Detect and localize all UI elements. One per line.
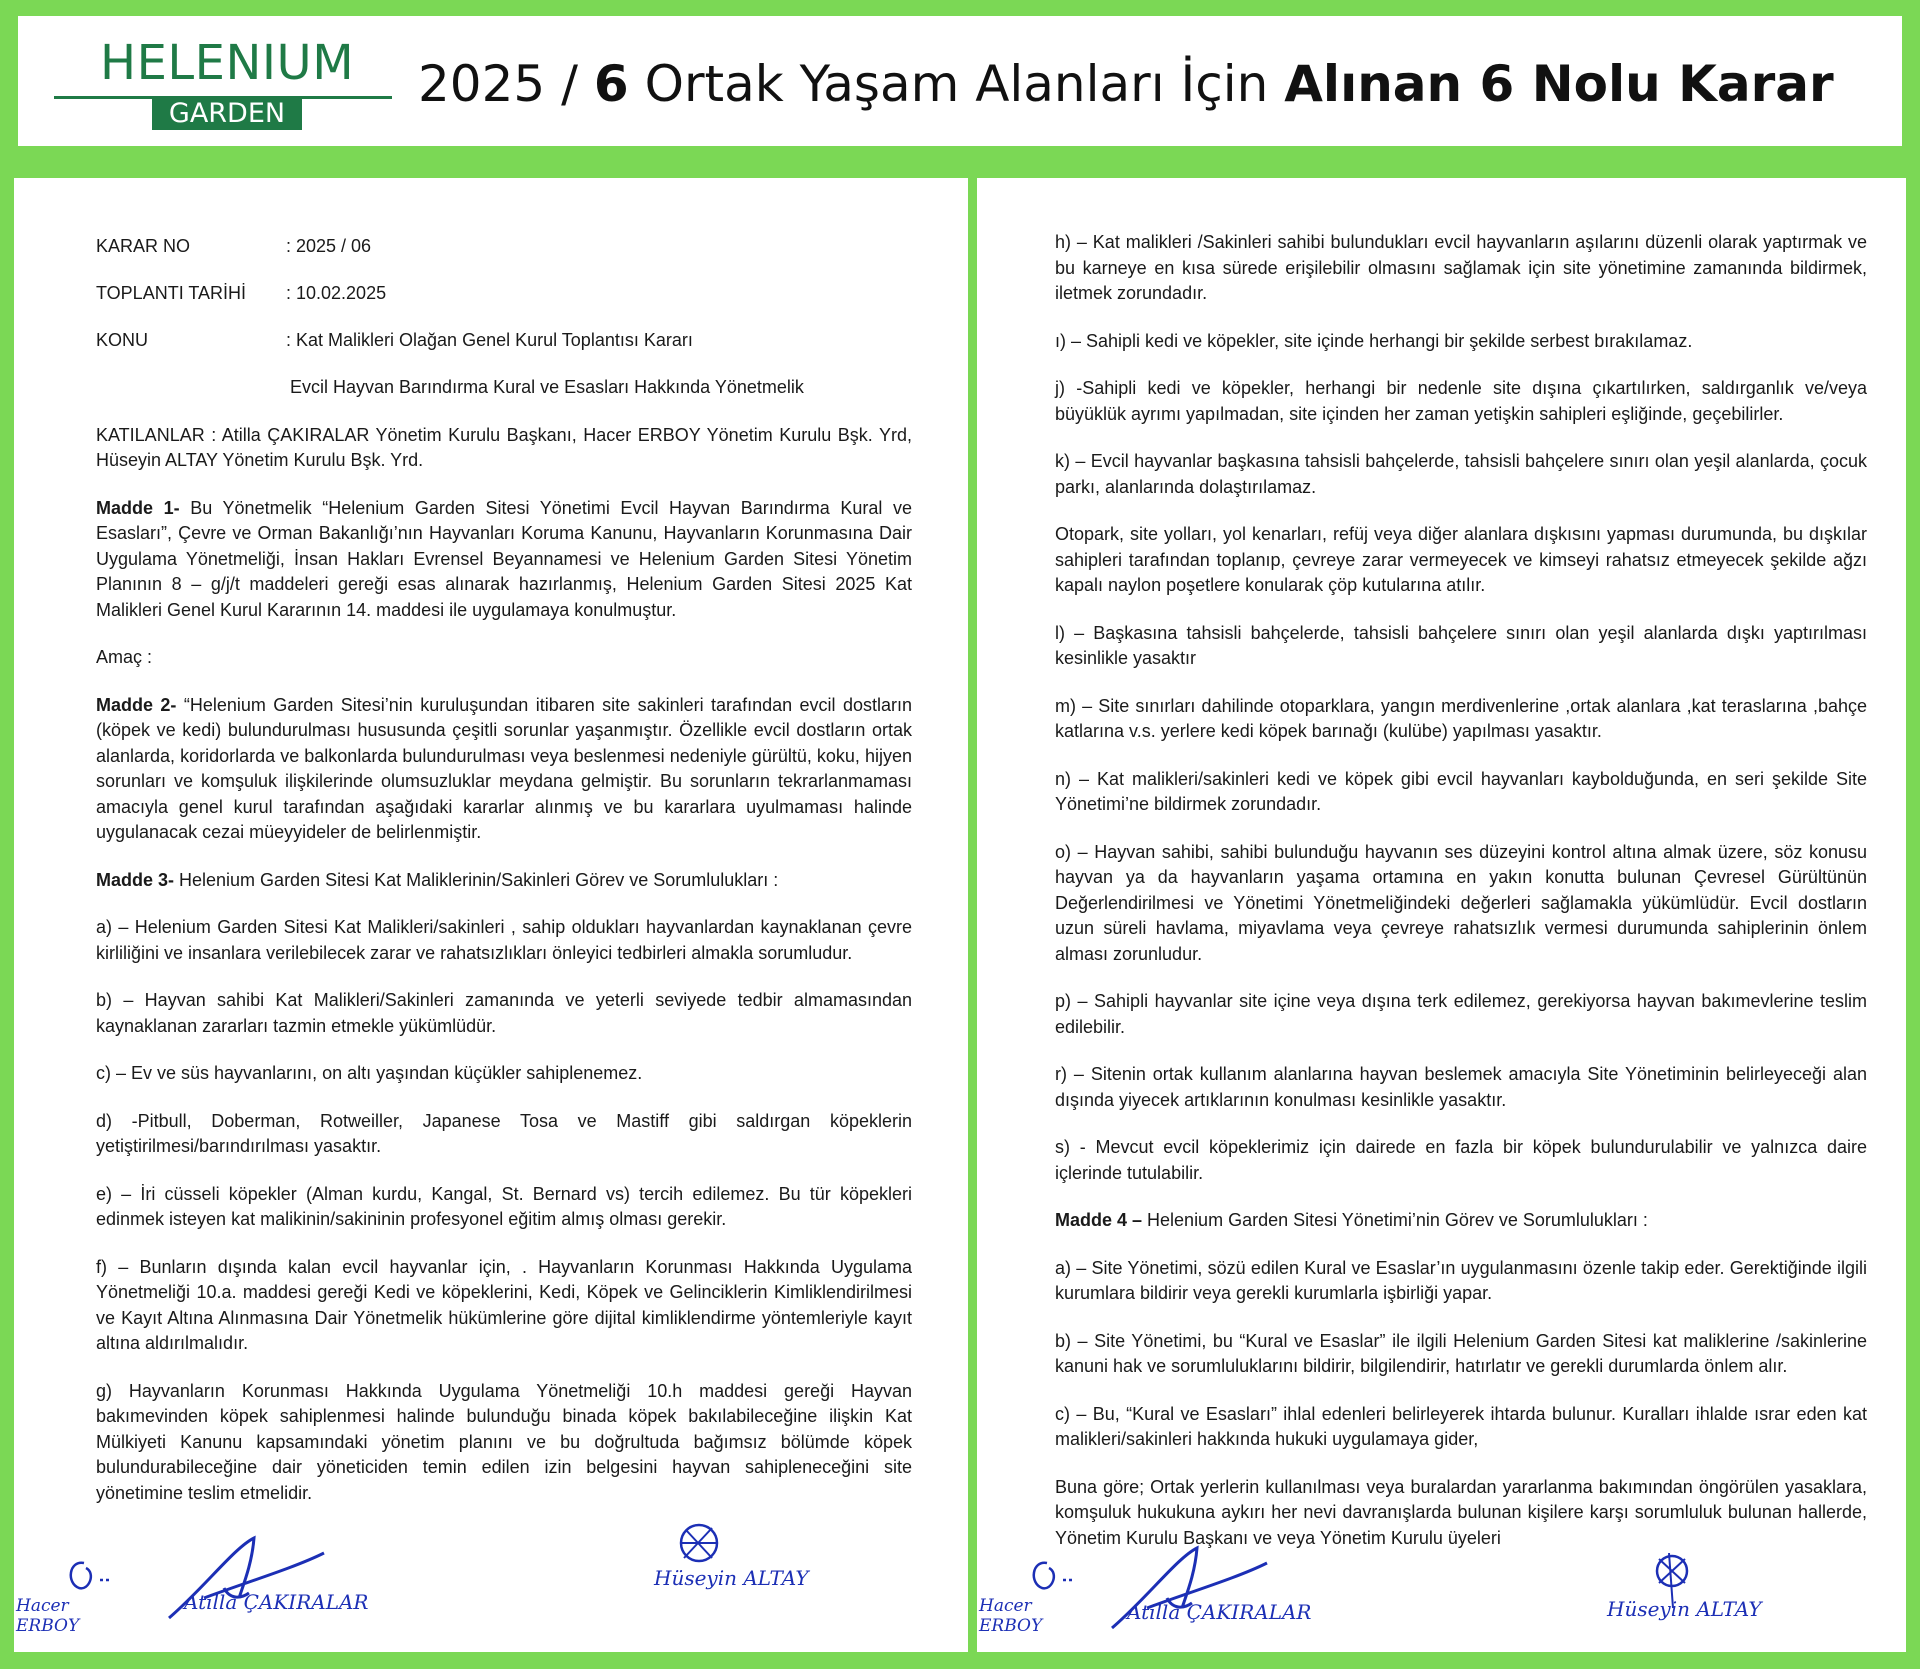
signature-cakiralar xyxy=(164,1528,394,1623)
page-title xyxy=(418,52,1878,116)
madde-4 xyxy=(1055,1208,1867,1234)
item-p: p) – Sahipli hayvanlar site içine veya dışına terk edilemez, gerekiyorsa hayvan bakımevlerine teslim edilebilir. xyxy=(1055,991,1867,1037)
madde-3-text: Helenium Garden Sitesi Kat Maliklerinin/Sakinleri Görev ve Sorumlulukları : xyxy=(174,869,779,890)
signature-altay-right xyxy=(1607,1553,1807,1633)
signature-altay-text: Hüseyin ALTAY xyxy=(654,1566,809,1590)
karar-no-value: : 2025 / 06 xyxy=(286,236,372,256)
katilanlar: KATILANLAR : Atilla ÇAKIRALAR Yönetim Kurulu Başkanı, Hacer ERBOY Yönetim Kurulu Bşk. Yrd, Hüseyin ALTAY Yönetim Kurulu Bşk. Yrd. xyxy=(96,424,912,470)
madde-4-text: Helenium Garden Sitesi Yönetimi’nin Görev ve Sorumlulukları : xyxy=(1142,1210,1648,1230)
konu-row xyxy=(96,328,912,353)
madde-1-text: Bu Yönetmelik “Helenium Garden Sitesi Yönetimi Evcil Hayvan Barındırma Kural ve Esasları”, Çevre ve Orman Bakanlığı’nın Hayvanları Koruma Kanunu, Hayvanların Korunmasına Dair Uygulama Yönetmeliği, İnsan Hakları Evrensel Beyannamesi ve Helenium Garden Sitesi Yönetim Planının 8 – g/j/t maddeleri gereği esas alınarak hazırlanmış, Helenium Garden Sitesi 2025 Kat Malikleri Genel Kurul Kararının 14. maddesi ile uygulamaya konulmuştur. xyxy=(96,497,912,620)
document-page-right xyxy=(977,178,1906,1652)
item-j: j) -Sahipli kedi ve köpekler, herhangi bir nedenle site dışına çıkartılırken, saldırganlık ve/veya büyüklük ayrımı yapılmadan, site içinden her zaman yetişkin sahipleri eşliğinde, geçebilirler. xyxy=(1055,378,1867,424)
item-g: g) Hayvanların Korunması Hakkında Uygulama Yönetmeliği 10.h maddesi gereği Hayvan bakımevinden köpek sahiplenmesi halinde bulunduğu binada köpek bakılabileceğine ilişkin Kat Mülkiyeti Kanunu kapsamındaki yönetim planını ve bu doğrultuda bağımsız bölümde köpek bulundurabileceğine dair yöneticiden temin edilen izin belgesini hayvan sahipleneceğini site yönetimine teslim etmelidir. xyxy=(96,1380,912,1503)
document-body-right xyxy=(1055,230,1867,1573)
amac: Amaç : xyxy=(96,647,153,667)
signature-cakiralar-right-text: Atilla ÇAKIRALAR xyxy=(1127,1600,1312,1624)
title-year: 2025 / xyxy=(418,55,578,113)
title-mid: Ortak Yaşam Alanları İçin xyxy=(644,55,1269,113)
document-body-left xyxy=(96,234,912,1528)
item-otopark: Otopark, site yolları, yol kenarları, refüj veya diğer alanlara dışkısını yapması durumunda, bu dışkılar sahipleri tarafından toplanıp, çevreye zarar vermeyecek ve kimseyi rahatsız etmeyecek şekilde ağzı kapalı naylon poşetlere konularak çöp kutularına atılır. xyxy=(1055,524,1867,595)
helenium-garden-logo xyxy=(54,35,424,129)
item-k: k) – Evcil hayvanlar başkasına tahsisli bahçelerde, tahsisli bahçelere sınırı olan yeşil alanlarda, çocuk parkı, alanlarında dolaştırılamaz. xyxy=(1055,451,1867,497)
konu-value: : Kat Malikleri Olağan Genel Kurul Toplantısı Kararı xyxy=(286,330,693,350)
tarih-row xyxy=(96,281,912,306)
madde-1 xyxy=(96,496,912,624)
item-s: s) - Mevcut evcil köpeklerimiz için dairede en fazla bir köpek bulundurulabilir ve yalnızca daire içlerinde tutulabilir. xyxy=(1055,1137,1867,1183)
madde-1-head: Madde 1- xyxy=(96,497,180,518)
item4-a: a) – Site Yönetimi, sözü edilen Kural ve Esaslar’ın uygulanmasını özenle takip eder. Gerektiğinde ilgili kurumlara bildirir veya gerekli kurumlarla işbirliği yapar. xyxy=(1055,1257,1867,1303)
madde-2-text: “Helenium Garden Sitesi’nin kuruluşundan itibaren site sakinleri tarafından evcil dostların (köpek ve kedi) bulundurulması hususunda çeşitli sorunlar yaşanmıştır. Özellikle evcil dostların ortak alanlarda, koridorlarda ve balkonlarda bulundurulması veya beslenmesi nedeniyle gürültü, koku, hijyen sorunları ve komşuluk ilişkilerinde olumsuzluklar meydana gelmiştir. Bu sorunların tekrarlanmaması amacıyla genel kurul tarafından aşağıdaki kararlar alınmış ve bu kararlara uyulmaması halinde uygulanacak cezai müeyyideler de belirlenmiştir. xyxy=(96,694,912,842)
konu-value2: Evcil Hayvan Barındırma Kural ve Esasları Hakkında Yönetmelik xyxy=(290,377,804,397)
signature-erboy xyxy=(14,1558,134,1636)
header-banner xyxy=(18,16,1902,146)
item-e: e) – İri cüsseli köpekler (Alman kurdu, Kangal, St. Bernard vs) tercih edilemez. Bu tür köpekleri edinmek isteyen kat malikinin/sakininin profesyonel eğitim almış olması gerekir. xyxy=(96,1183,912,1229)
item-n: n) – Kat malikleri/sakinleri kedi ve köpek gibi evcil hayvanları kaybolduğunda, en seri şekilde Site Yönetimi’ne bildirmek zorundadır. xyxy=(1055,768,1867,814)
logo-line1: HELENIUM xyxy=(100,35,355,91)
item-f: f) – Bunların dışında kalan evcil hayvanlar için, . Hayvanların Korunması Hakkında Uygulama Yönetmeliği 10.a. maddesi gereği Kedi ve köpeklerini, Kedi, Köpek ve Gelinciklerin Kimliklendirilmesi ve Kayıt Altına Alınmasına Dair Yönetmelik hükümlerine göre dijital kimliklendirme yöntemleriyle kayıt altına aldırılmalıdır. xyxy=(96,1256,912,1353)
tarih-label: TOPLANTI TARİHİ xyxy=(96,283,247,303)
signature-altay xyxy=(654,1518,834,1598)
item4-c: c) – Bu, “Kural ve Esasları” ihlal edenleri belirleyerek ihtarda bulunur. Kuralları ihlalde ısrar eden kat malikleri/sakinleri hakkında hukuki uygulamaya gider, xyxy=(1055,1403,1867,1449)
signature-erboy-text: Hacer ERBOY xyxy=(16,1596,80,1636)
title-num: 6 xyxy=(593,55,629,113)
konu-label: KONU xyxy=(96,330,149,350)
signature-altay-right-text: Hüseyin ALTAY xyxy=(1607,1597,1762,1621)
signature-cakiralar-text: Atilla ÇAKIRALAR xyxy=(184,1590,369,1614)
item-c: c) – Ev ve süs hayvanlarını, on altı yaşından küçükler sahiplenemez. xyxy=(96,1063,643,1083)
signature-erboy-right-text: Hacer ERBOY xyxy=(979,1596,1043,1636)
signature-erboy-right xyxy=(977,1558,1097,1636)
buna-gore: Buna göre; Ortak yerlerin kullanılması veya buralardan yararlanma bakımından öngörülen yasaklara, komşuluk hukukuna aykırı her nevi davranışlarda bulunan kişilere karşı sorumluluk bulunan hallerde, Yönetim Kurulu Başkanı ve veya Yönetim Kurulu üyeleri xyxy=(1055,1476,1867,1548)
item-b: b) – Hayvan sahibi Kat Malikleri/Sakinleri zamanında ve yeterli seviyede tedbir almamasından kaynaklanan zararları tazmin etmekle yükümlüdür. xyxy=(96,990,912,1036)
madde-2 xyxy=(96,693,912,846)
madde-3 xyxy=(96,868,912,894)
madde-4-head: Madde 4 – xyxy=(1055,1210,1143,1230)
karar-no-row xyxy=(96,234,912,259)
title-bold: Alınan 6 Nolu Karar xyxy=(1284,55,1834,113)
document-page-left xyxy=(14,178,968,1652)
logo-line2: GARDEN xyxy=(152,98,302,130)
madde-3-head: Madde 3- xyxy=(96,869,175,890)
item-o: o) – Hayvan sahibi, sahibi bulunduğu hayvanın ses düzeyini kontrol altına almak üzere, söz konusu hayvan ya da hayvanların yaşama ortamına en yakın konutta bulunan Çevresel Gürültünün Değerlendirilmesi ve Yönetimi Yönetmeliğindeki değerleri sağlamakla yükümlüdür. Evcil dostların uzun süreli havlama, miyavlama veya çevreye rahatsızlık vermesi durumunda sahiplerinin önlem alması zorunludur. xyxy=(1055,841,1867,964)
item4-b: b) – Site Yönetimi, bu “Kural ve Esaslar” ile ilgili Helenium Garden Sitesi kat maliklerine /sakinlerine kanuni hak ve sorumluluklarını bildirir, bilgilendirir, hatırlatır ve gerekli durumlarda önlem alır. xyxy=(1055,1330,1867,1376)
item-l: l) – Başkasına tahsisli bahçelerde, tahsisli bahçelere sınırı olan yeşil alanlarda dışkı yaptırılması kesinlikle yasaktır xyxy=(1055,622,1867,668)
madde-2-head: Madde 2- xyxy=(96,694,177,715)
tarih-value: : 10.02.2025 xyxy=(286,283,387,303)
item-h: h) – Kat malikleri /Sakinleri sahibi bulundukları evcil hayvanların aşılarını düzenli olarak yaptırmak ve bu karneye en kısa sürede erişilebilir olmasını sağlamak için site yönetimine zamanında bildirmek, iletmek zorundadır. xyxy=(1055,232,1867,303)
item-d: d) -Pitbull, Doberman, Rotweiller, Japanese Tosa ve Mastiff gibi saldırgan köpeklerin yetiştirilmesi/barındırılması yasaktır. xyxy=(96,1110,912,1156)
item-r: r) – Sitenin ortak kullanım alanlarına hayvan beslemek amacıyla Site Yönetiminin belirleyeceği alan dışında yiyecek artıklarının konulması kesinlikle yasaktır. xyxy=(1055,1064,1867,1110)
signature-cakiralar-right xyxy=(1107,1538,1337,1633)
item-a: a) – Helenium Garden Sitesi Kat Malikleri/sakinleri , sahip oldukları hayvanlardan kaynaklanan çevre kirliliğini ve insanlara verilebilecek zarar ve rahatsızlıkları önleyici tedbirleri almakla sorumludur. xyxy=(96,917,912,963)
karar-no-label: KARAR NO xyxy=(96,236,191,256)
item-m: m) – Site sınırları dahilinde otoparklara, yangın merdivenlerine ,ortak alanlara ,kat teraslarına ,bahçe katlarına v.s. yerlere kedi köpek barınağı (kulübe) yapılması yasaktır. xyxy=(1055,695,1867,741)
item-i: ı) – Sahipli kedi ve köpekler, site içinde herhangi bir şekilde serbest bırakılamaz. xyxy=(1055,330,1693,351)
